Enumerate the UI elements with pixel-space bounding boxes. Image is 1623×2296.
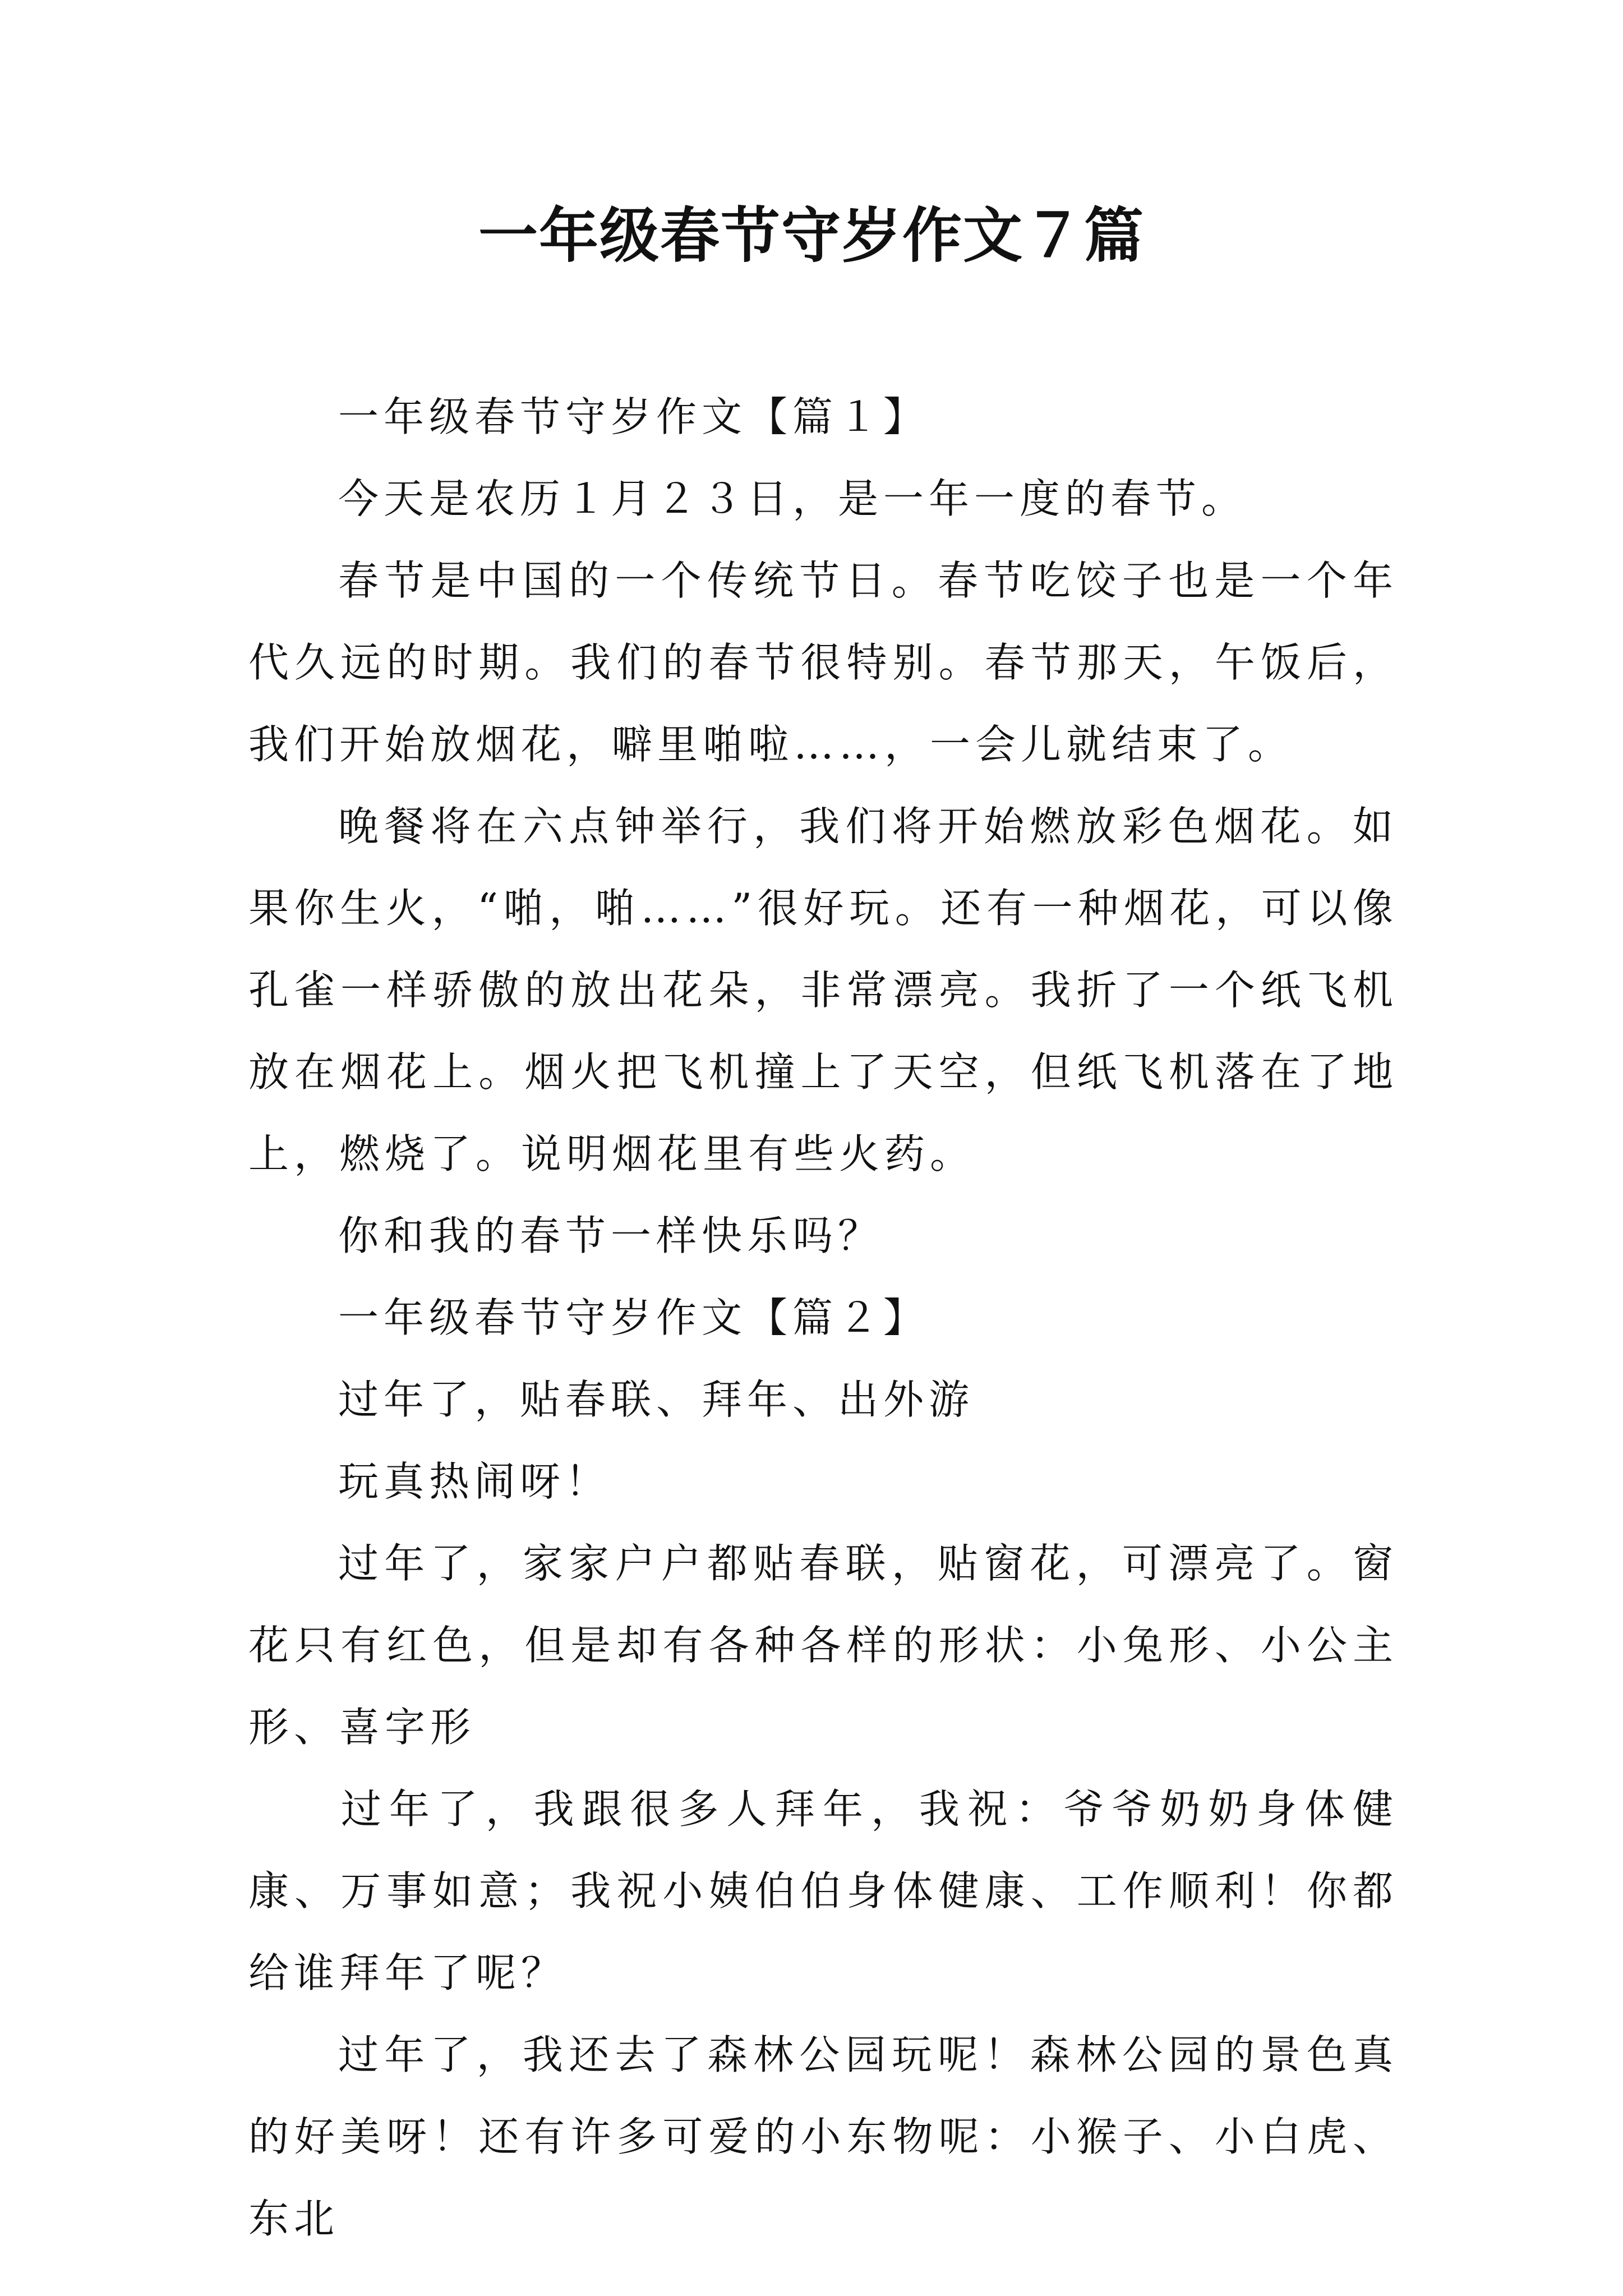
paragraph: 你和我的春节一样快乐吗？ bbox=[338, 1212, 884, 1259]
section-heading-1: 一年级春节守岁作文【篇１】 bbox=[338, 393, 929, 440]
document-title: 一年级春节守岁作文７篇 bbox=[478, 200, 1145, 270]
paragraph: 玩真热闹呀！ bbox=[338, 1458, 611, 1505]
paragraph: 晚餐将在六点钟举行，我们将开始燃放彩色烟花。如果你生火，“啪，啪……”很好玩。还有一种烟花，可以像孔雀一样骄傲的放出花朵，非常漂亮。我折了一个纸飞机放在烟花上。烟火把飞机撞上了天空，但纸飞机落在了地上，燃烧了。说明烟花里有些火药。 bbox=[248, 803, 1398, 1177]
paragraph: 过年了，家家户户都贴春联，贴窗花，可漂亮了。窗花只有红色，但是却有各种各样的形状：小兔形、小公主形、喜字形 bbox=[248, 1540, 1398, 1751]
paragraph: 春节是中国的一个传统节日。春节吃饺子也是一个年代久远的时期。我们的春节很特别。春节那天，午饭后，我们开始放烟花，噼里啪啦……，一会儿就结束了。 bbox=[248, 557, 1398, 768]
paragraph: 过年了，我还去了森林公园玩呢！森林公园的景色真的好美呀！还有许多可爱的小东物呢：小猴子、小白虎、东北 bbox=[248, 2031, 1398, 2242]
paragraph: 过年了，贴春联、拜年、出外游 bbox=[338, 1376, 975, 1423]
section-heading-2: 一年级春节守岁作文【篇２】 bbox=[338, 1294, 929, 1341]
paragraph: 过年了，我跟很多人拜年，我祝：爷爷奶奶身体健康、万事如意；我祝小姨伯伯身体健康、工作顺利！你都给谁拜年了呢？ bbox=[248, 1786, 1398, 1996]
document-body bbox=[248, 376, 1398, 2260]
paragraph: 今天是农历１月２３日，是一年一度的春节。 bbox=[338, 475, 1247, 522]
